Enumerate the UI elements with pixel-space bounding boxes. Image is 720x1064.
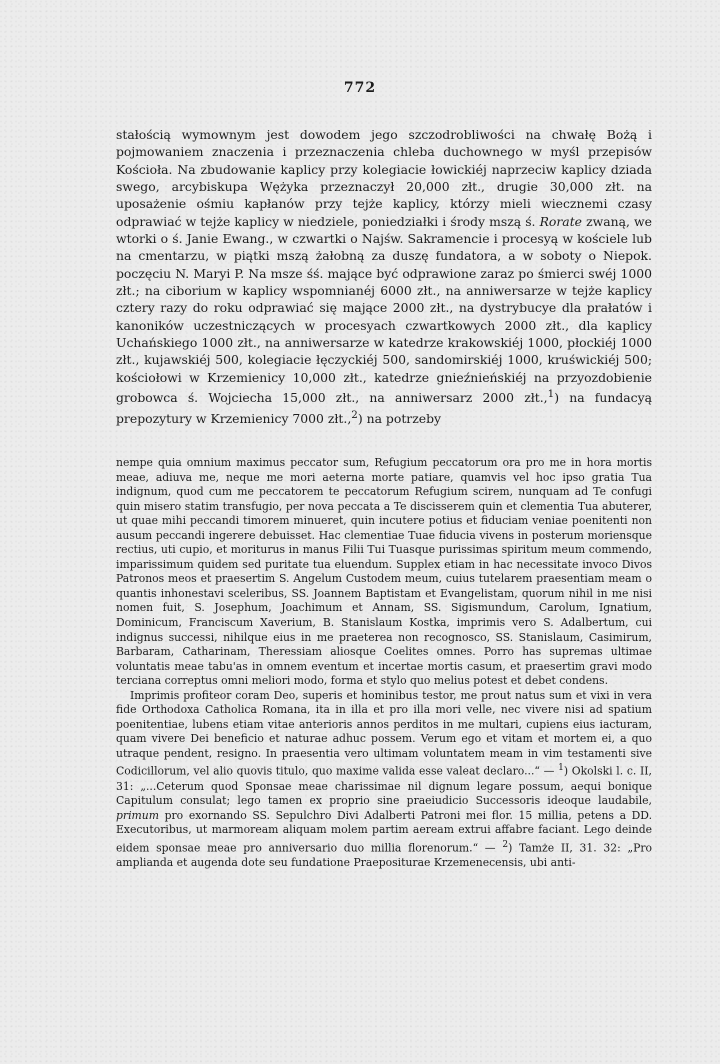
footnote-marker-1: 1 xyxy=(558,763,564,774)
footnote-ref-2: 2 xyxy=(351,408,358,421)
footnote-para2-c: pro exornando SS. Sepulchro Divi Adalberti Patroni mei flor. 15 millia, petens a DD. Executoribus, ut marmoream aliquam molem partim aeream extrui affabre faciant. Lego deinde eidem sponsae meae pro anniversario duo millia florenorum.“ — xyxy=(116,808,653,855)
footnote-para2-d: ) Tamże II, 31. 32: „Pro amplianda et augenda dote seu fundatione Praepositurae Krzemenecensis, ubi anti- xyxy=(116,841,652,869)
main-text xyxy=(116,126,652,427)
footnote-separator xyxy=(116,444,652,445)
footnote-paragraph-1: nempe quia omnium maximus peccator sum, Refugium peccatorum ora pro me in hora mortis meae, adiuva me, neque me mori aeterna morte patiare, quamvis vel hoc ipso gratia Tua indignum, quod cum me peccatorem te peccatorum Refugium scirem, nunquam ad Te confugi quin misero statim transfugio, per nova peccata a Te discisserem quin et clementia Tua abuterer, ut quae mihi peccandi timorem minueret, quin incutere potius et fiduciam veniae poenitenti non ausum peccandi ingerere debuisset. Hac clementiae Tuae fiducia vivens in posterum moriensque rectius, uti cupio, et moriturus in manus Filii Tui Tuasque purissimas spiritum meum commendo, imparissimum quidem sed puritate tua eluendum. Supplex etiam in hac necessitate invoco Divos Patronos meos et praesertim S. Angelum Custodem meum, cuius tutelarem praesentiam meam o quantis inhonestavi sceleribus, SS. Joannem Baptistam et Evangelistam, quorum nihil in me nisi nomen fuit, S. Josephum, Joachimum et Annam, SS. Sigismundum, Carolum, Ignatium, Dominicum, Franciscum Xaverium, B. Stanislaum Kostka, imprimis vero S. Adalbertum, cui indignus successi, nihilque eius in me praeterea non recognosco, SS. Stanislaum, Casimirum, Barbaram, Catharinam, Theressiam aliosque Coelites omnes. Porro has supremas ultimae voluntatis meae tabu'as in omnem eventum et incertae mortis casum, et praesertim gravi modo terciana correptus omni meliori modo, forma et stylo quo melius potest et debet condens. xyxy=(116,456,652,688)
main-text-part3: ) na fundacyą prepozytury w Krzemienicy 7000 złt., xyxy=(116,390,652,426)
main-text-part1: stałością wymownym jest dowodem jego szczodrobliwości na chwałę Bożą i pojmowaniem znaczenia i przeznaczenia chleba duchownego w myśl przepisów Kościoła. Na zbudowanie kaplicy przy kolegiacie łowickiéj naprzeciw kaplicy dziada swego, arcybiskupa Wężyka przeznaczył 20,000 złt., drugie 30,000 złt. na uposażenie ośmiu kapłanów przy tejże kaplicy, którzy mieli wiecznemi czasy odprawiać w tejże kaplicy w niedziele, poniedziałki i środy mszą ś. xyxy=(116,127,652,229)
footnote-paragraph-2 xyxy=(116,689,652,871)
main-text-part4: ) na potrzeby xyxy=(357,410,442,426)
primum-term: primum xyxy=(116,808,159,822)
footnote-para2-b: ) Okolski l. c. II, 31: „...Ceterum quod Sponsae meae charissimae nil dignum legare possum, aequi bonique Capitulum consulat; lego tamen ex proprio sine praeiudicio Successoris ideoque laudabile, xyxy=(116,765,652,808)
main-text-part2: zwaną, we wtorki o ś. Janie Ewang., w czwartki o Najśw. Sakramencie i procesyą w kościele lub na cmentarzu, w piątki mszą żałobną za duszę fundatora, a w soboty o Niepok. poczęciu N. Maryi P. Na msze śś. mające być odprawione zaraz po śmierci swéj 1000 złt.; na ciborium w kaplicy wspomnianéj 6000 złt., na anniwersarze w tejże kaplicy cztery razy do roku odprawiać się mające 2000 złt., na dystrybucye dla prałatów i kanoników uczestniczących w procesyach czwartkowych 2000 złt., dla kaplicy Uchańskiego 1000 złt., na anniwersarze w katedrze krakowskiéj 1000, płockiéj 1000 złt., kujawskiéj 500, kolegiacie łęczyckiéj 500, sandomirskiéj 1000, kruświckiéj 500; kościołowi w Krzemienicy 10,000 złt., katedrze gnieźnieńskiéj na przyozdobienie grobowca ś. Wojciecha 15,000 złt., na anniwersarz 2000 złt., xyxy=(116,213,652,406)
page-number: 772 xyxy=(343,80,377,96)
rorate-term: Rorate xyxy=(539,213,583,229)
footnote-text xyxy=(116,456,652,871)
footnote-marker-2: 2 xyxy=(502,839,509,850)
footnote-ref-1: 1 xyxy=(547,388,555,401)
footnote-para2-a: Imprimis profiteor coram Deo, superis et hominibus testor, me prout natus sum et vixi in vera fide Orthodoxa Catholica Romana, ita in illa et pro illa mori velle, nec vivere nisi ad spatium poenitentiae, lubens etiam vitae anterioris annos perditos in me multari, cupiens eius iacturam, quam vivere Dei beneficio et naturae adhuc possem. Verum ego et vitam et mortem ei, a quo utraque pendent, resigno. In praesentia vero ultimam voluntatem meam in vim testamenti sive Codicillorum, vel alio quovis titulo, quo maxime valida esse valeat declaro...“ — xyxy=(116,688,652,779)
